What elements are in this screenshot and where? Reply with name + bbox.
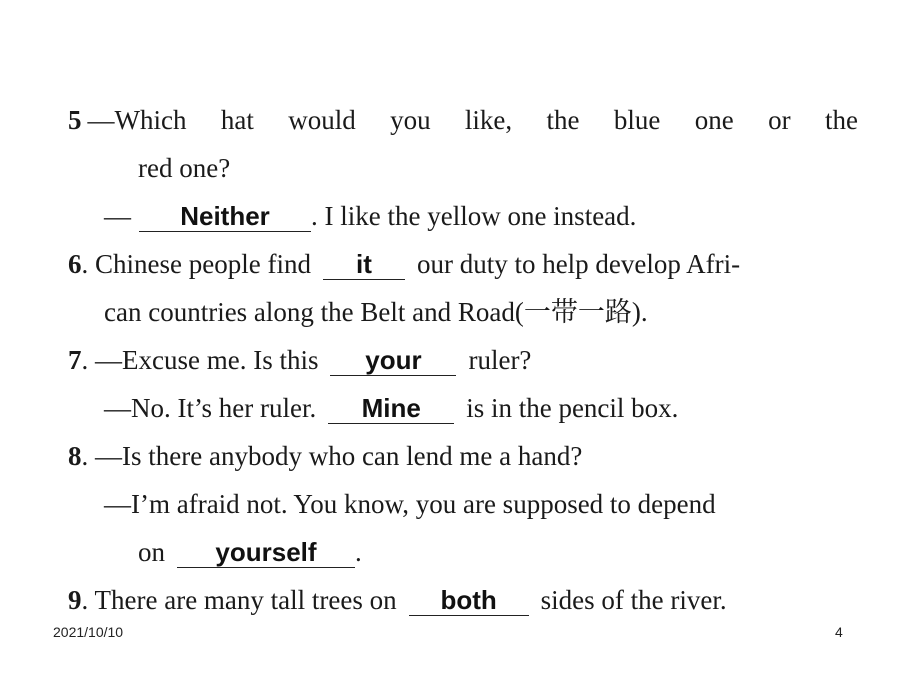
- q6-answer: it: [356, 249, 372, 279]
- q8-number: 8: [68, 441, 82, 471]
- q7-line-2: [104, 390, 678, 426]
- q9-answer: both: [440, 585, 497, 615]
- q6-answer-blank: [323, 249, 405, 280]
- q5-word: or: [768, 105, 791, 135]
- q7-text-pre: . —Excuse me. Is this: [81, 345, 319, 375]
- q9-answer-blank: [409, 585, 529, 616]
- q7-text-post: ruler?: [468, 345, 532, 375]
- q6-line-2: can countries along the Belt and Road(一带一路).: [104, 297, 648, 327]
- q6-line-1: [68, 246, 740, 282]
- q9-text-post: sides of the river.: [540, 585, 727, 615]
- q6-text-post: our duty to help develop Afri-: [416, 249, 741, 279]
- q7-text-2-post: is in the pencil box.: [466, 393, 679, 423]
- q8-text-3-post: .: [355, 537, 362, 567]
- q5-word: one: [694, 105, 734, 135]
- q8-text-1: . —Is there anybody who can lend me a hand?: [81, 441, 583, 471]
- q5-word: blue: [613, 105, 661, 135]
- q5-word: you: [390, 105, 431, 135]
- q9-number: 9: [68, 585, 82, 615]
- q8-line-2: —I’m afraid not. You know, you are supposed to depend: [104, 489, 716, 519]
- q5-word: would: [288, 105, 356, 135]
- q5-word: —Which: [87, 105, 187, 135]
- q9-text-pre: . There are many tall trees on: [81, 585, 397, 615]
- q5-line-3-text: . I like the yellow one instead.: [311, 201, 637, 231]
- q5-number: 5: [68, 105, 82, 135]
- footer-page-number: 4: [835, 624, 843, 640]
- q5-answer: Neither: [180, 201, 270, 231]
- q5-word: hat: [220, 105, 254, 135]
- q7-number: 7: [68, 345, 82, 375]
- q7-answer-blank-2: [328, 393, 454, 424]
- q8-answer-blank: [177, 537, 355, 568]
- q7-answer-1: your: [365, 345, 422, 375]
- q8-line-1: [68, 438, 582, 474]
- q5-dash: —: [104, 201, 131, 231]
- q9-line-1: [68, 582, 727, 618]
- q7-answer-blank-1: [330, 345, 456, 376]
- q5-line-2: red one?: [138, 153, 231, 183]
- q7-text-2-pre: —No. It’s her ruler.: [104, 393, 317, 423]
- q5-word: the: [546, 105, 580, 135]
- q8-text-3-pre: on: [138, 537, 165, 567]
- q5-word: the: [824, 105, 858, 135]
- q6-number: 6: [68, 249, 82, 279]
- q7-line-1: [68, 342, 531, 378]
- q5-line-3: [104, 198, 636, 234]
- q6-text-pre: . Chinese people find: [81, 249, 311, 279]
- q7-answer-2: Mine: [361, 393, 421, 423]
- q8-line-3: [138, 534, 362, 570]
- q5-word: like,: [464, 105, 513, 135]
- footer-date: 2021/10/10: [53, 624, 124, 640]
- q5-answer-blank: [139, 201, 311, 232]
- q8-answer: yourself: [215, 537, 317, 567]
- q5-line-1: [68, 102, 858, 138]
